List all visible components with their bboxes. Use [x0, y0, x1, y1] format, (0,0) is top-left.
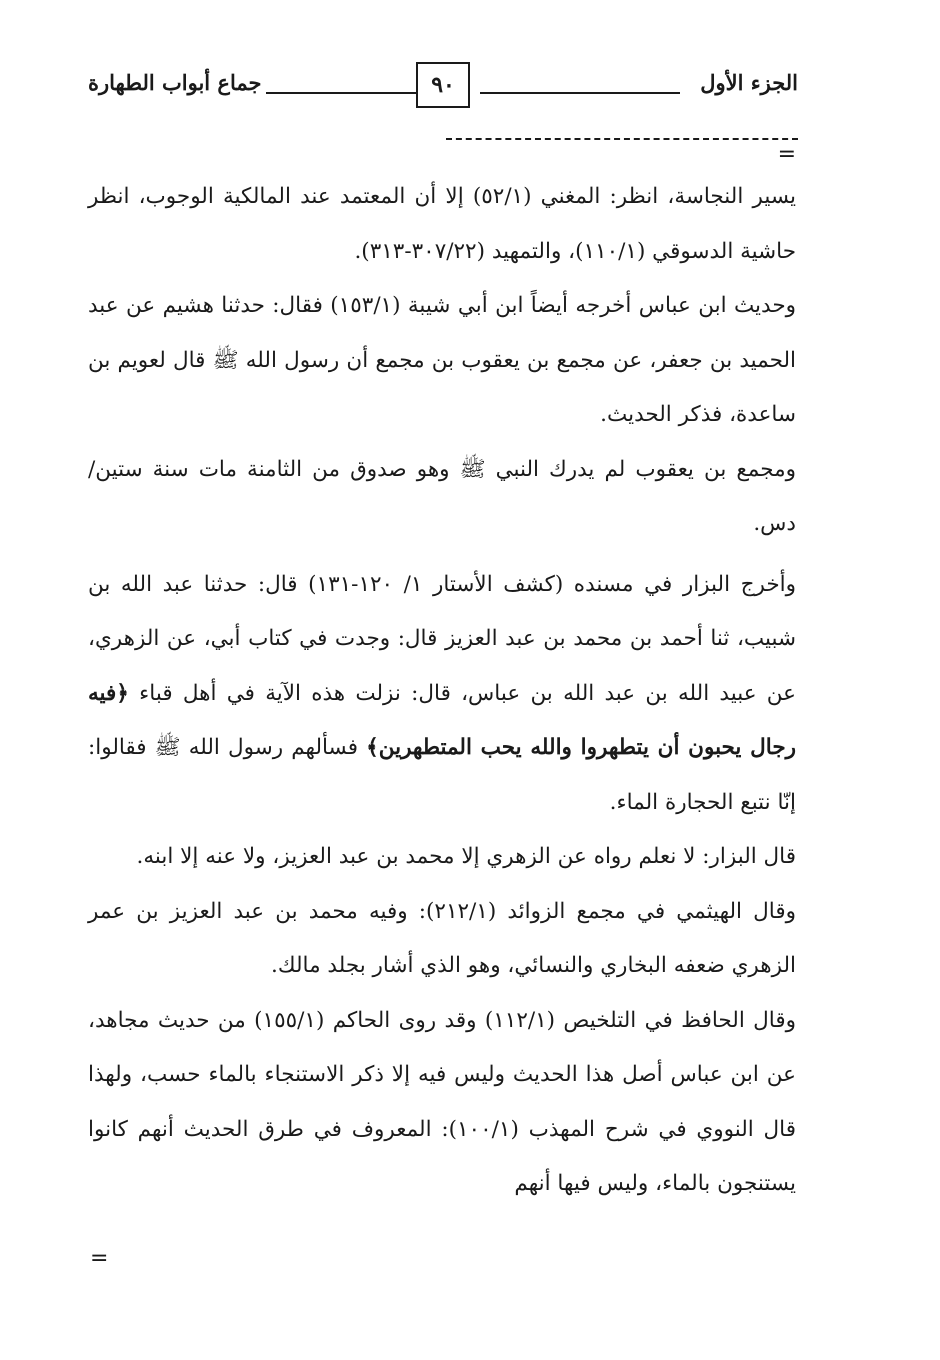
paragraph-2: وحديث ابن عباس أخرجه أيضاً ابن أبي شيبة (١٥٣/١) فقال: حدثنا هشيم عن عبد الحميد بن جعفر، عن مجمع بن يعقوب بن مجمع أن رسول الله ﷺ قال لعويم بن ساعدة، فذكر الحديث.	[88, 293, 796, 427]
quran-verse: ﴿فيه رجال يحبون أن يتطهروا والله يحب المتطهرين﴾	[88, 680, 797, 760]
continuation-mark-top: =	[777, 142, 796, 167]
page-header	[88, 62, 798, 114]
paragraph-7: وقال الحافظ في التلخيص (١١٢/١) وقد روى الحاكم (١٥٥/١) من حديث مجاهد، عن ابن عباس أصل هذا الحديث وليس فيه إلا ذكر الاستنجاء بالماء حسب، ولهذا قال النووي في شرح المهذب (١٠٠/١): المعروف في طرق الحديث أنهم كانوا يستنجون بالماء، وليس فيها أنهم	[88, 1007, 797, 1196]
paragraph-6: وقال الهيثمي في مجمع الزوائد (٢١٢/١): وفيه محمد بن عبد العزيز بن عمر الزهري ضعفه البخاري والنسائي، وهو الذي أشار بجلد مالك.	[88, 898, 796, 978]
paragraph-4-intro: وأخرج البزار في مسنده (كشف الأستار ١/ ١٢٠-١٣١) قال: حدثنا عبد الله بن شبيب، ثنا أحمد بن محمد بن عبد العزيز قال: وجدت في كتاب أبي، عن الزهري، عن عبيد الله بن عبد الله بن عباس، قال: نزلت هذه الآية في أهل قباء	[88, 571, 796, 706]
footnote-separator	[446, 138, 798, 140]
footnote-text	[88, 170, 796, 1212]
paragraph-4	[88, 558, 796, 831]
paragraph-1: يسير النجاسة، انظر: المغني (٥٢/١) إلا أن المعتمد عند المالكية الوجوب، انظر حاشية الدسوقي (١١٠/١)، والتمهيد (٣٠٧/٢٢-٣١٣).	[88, 184, 796, 264]
header-rule-right	[480, 92, 680, 94]
paragraph-4-outro: فسألهم رسول الله ﷺ فقالوا: إنّا نتبع الحجارة الماء.	[88, 735, 796, 815]
paragraph-3: ومجمع بن يعقوب لم يدرك النبي ﷺ وهو صدوق من الثامنة مات سنة ستين/ دس.	[88, 456, 796, 536]
section-title: جماع أبواب الطهارة	[88, 70, 262, 95]
page-number-box: ٩٠	[416, 62, 470, 108]
continuation-mark-bottom: =	[90, 1246, 109, 1271]
volume-label: الجزء الأول	[700, 70, 798, 95]
paragraph-5: قال البزار: لا نعلم رواه عن الزهري إلا محمد بن عبد العزيز، ولا عنه إلا ابنه.	[136, 844, 796, 869]
header-rule-left	[266, 92, 416, 94]
